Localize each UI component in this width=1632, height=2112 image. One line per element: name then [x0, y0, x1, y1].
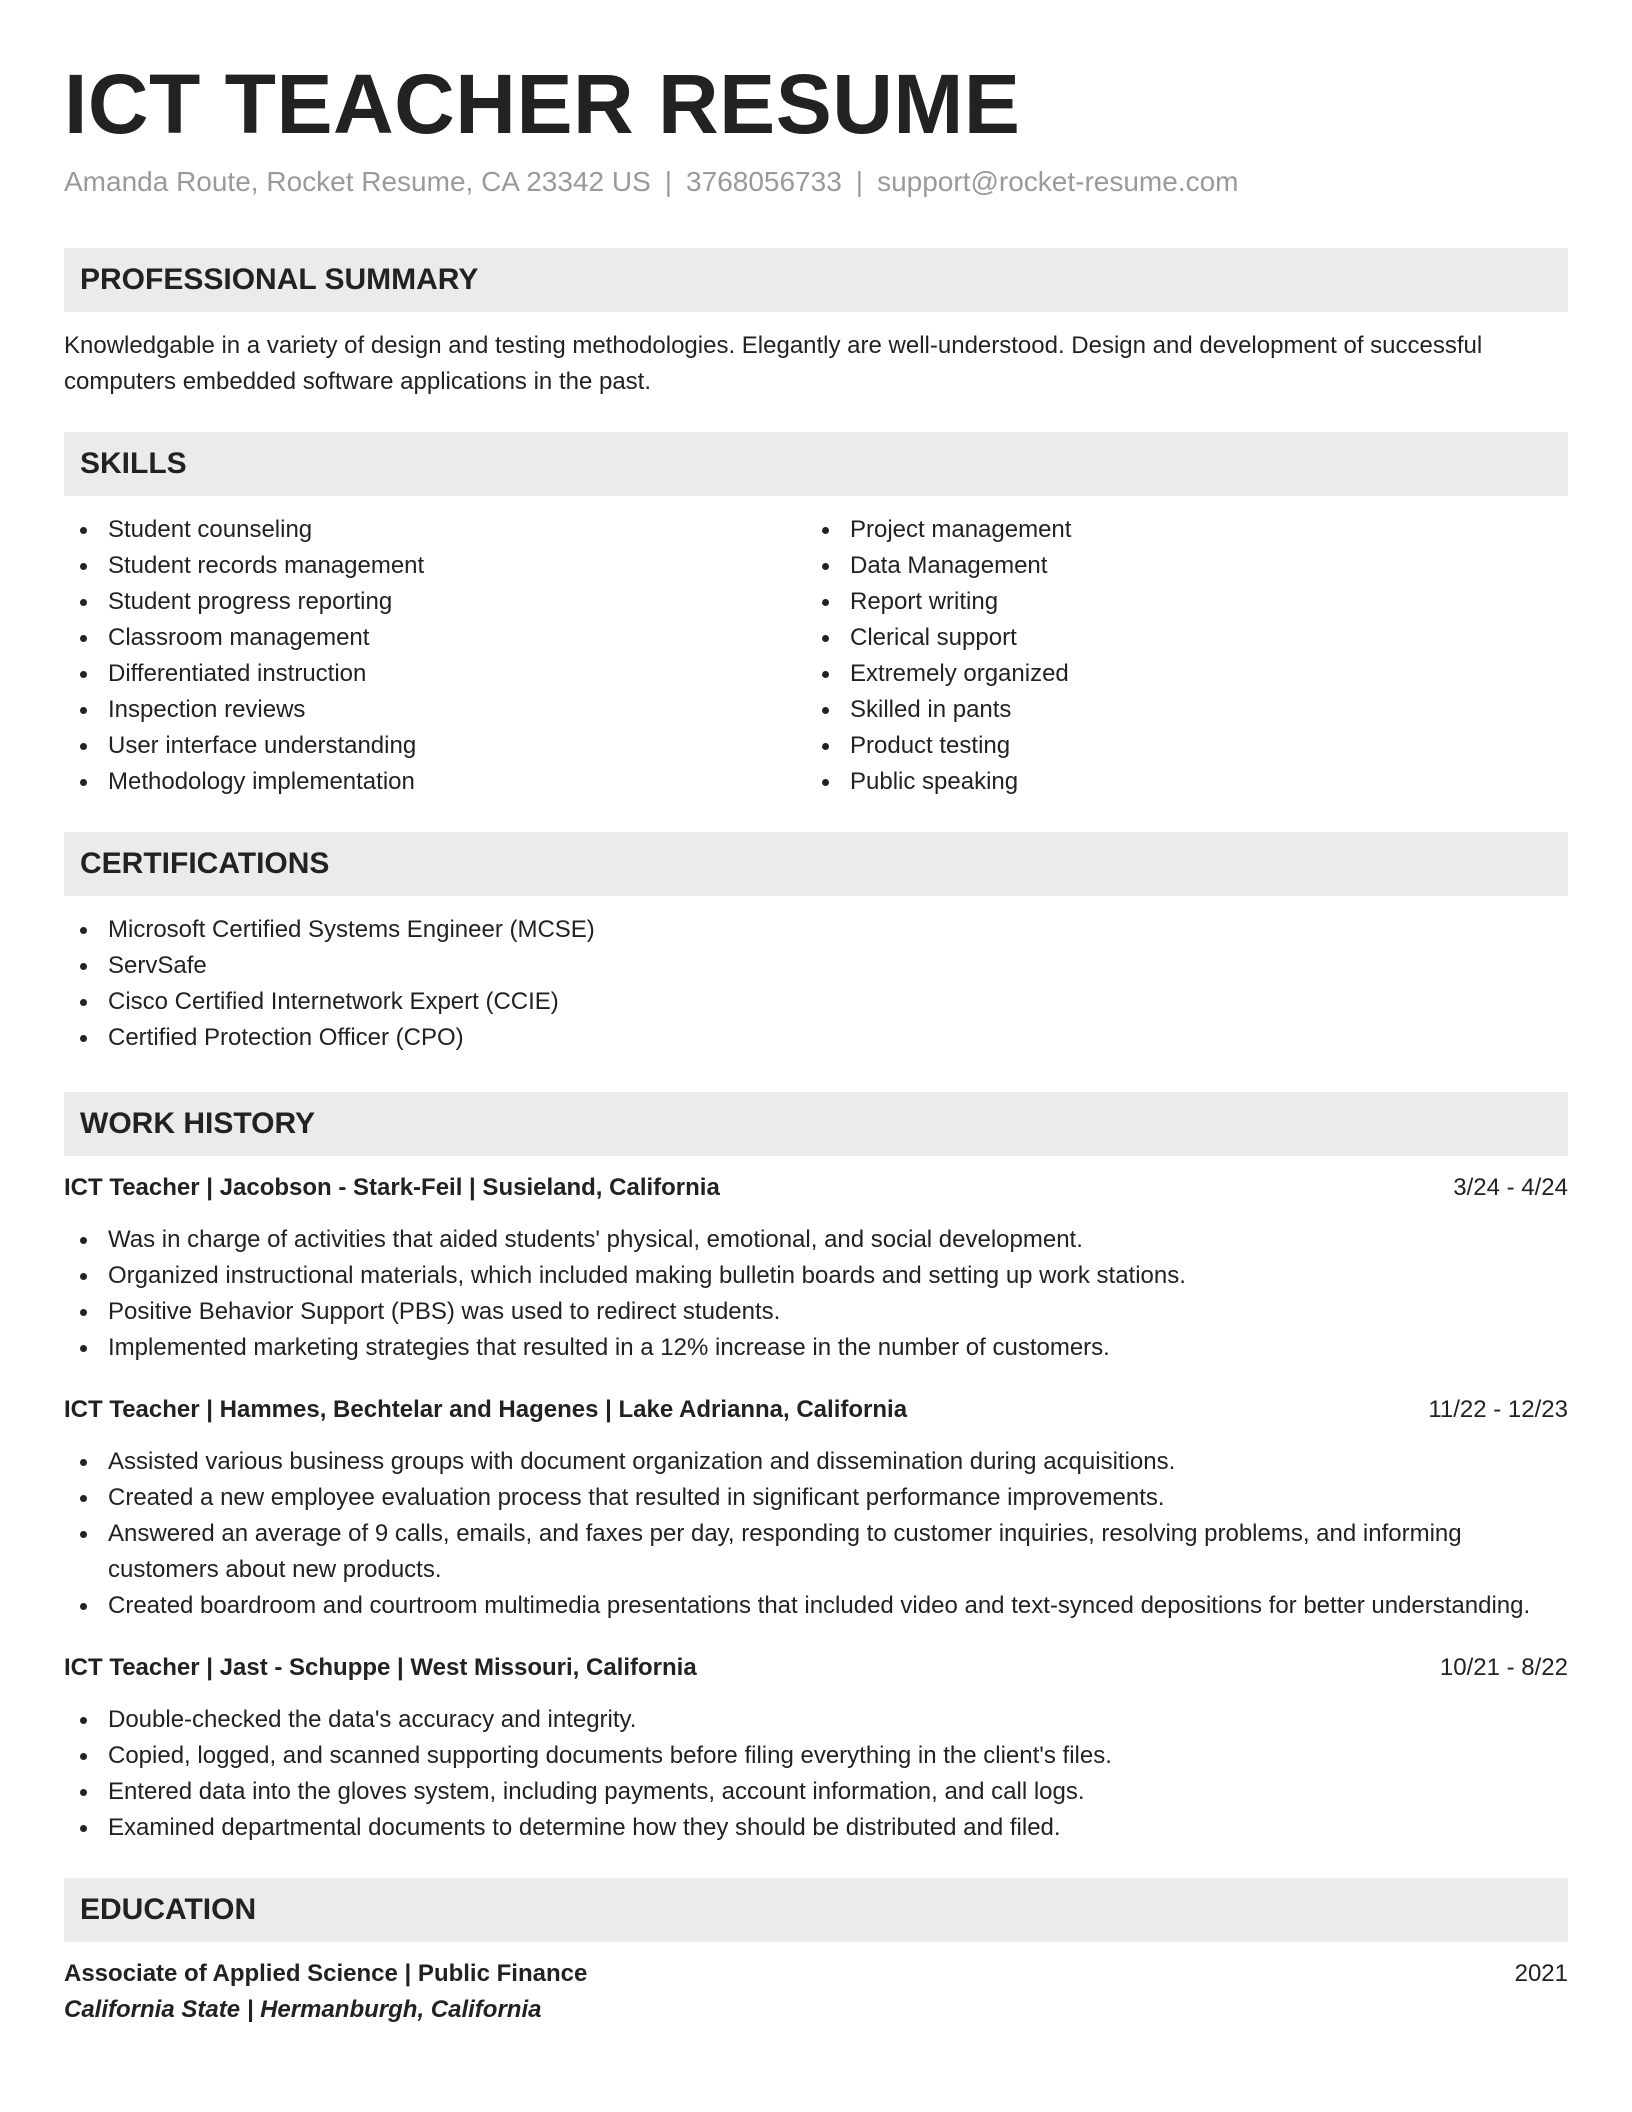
skill-item: Inspection reviews — [64, 692, 806, 728]
job-entry — [64, 1392, 1568, 1624]
job-bullet: Was in charge of activities that aided students' physical, emotional, and social development. — [64, 1222, 1568, 1258]
skill-item: Product testing — [806, 728, 1548, 764]
section-heading-summary: PROFESSIONAL SUMMARY — [64, 248, 1568, 312]
certification-item: ServSafe — [64, 948, 1568, 984]
section-heading-education: EDUCATION — [64, 1878, 1568, 1942]
job-bullet: Entered data into the gloves system, including payments, account information, and call logs. — [64, 1774, 1568, 1810]
skill-item: Differentiated instruction — [64, 656, 806, 692]
skill-item: Methodology implementation — [64, 764, 806, 800]
job-title: ICT Teacher | Jast - Schuppe | West Missouri, California — [64, 1654, 697, 1681]
education-header — [64, 1956, 1568, 1992]
job-entry — [64, 1650, 1568, 1846]
job-dates: 11/22 - 12/23 — [1428, 1396, 1568, 1423]
certification-item: Microsoft Certified Systems Engineer (MCSE) — [64, 912, 1568, 948]
job-bullet: Created a new employee evaluation process that resulted in significant performance improvements. — [64, 1480, 1568, 1516]
skill-item: Skilled in pants — [806, 692, 1548, 728]
contact-phone: 3768056733 — [686, 166, 842, 197]
education-year: 2021 — [1514, 1960, 1568, 1987]
contact-separator: | — [664, 166, 673, 197]
job-bullet: Organized instructional materials, which included making bulletin boards and setting up work stations. — [64, 1258, 1568, 1294]
job-bullet: Examined departmental documents to determine how they should be distributed and filed. — [64, 1810, 1568, 1846]
skill-item: Student progress reporting — [64, 584, 806, 620]
section-heading-certifications: CERTIFICATIONS — [64, 832, 1568, 896]
job-dates: 10/21 - 8/22 — [1439, 1654, 1568, 1681]
skill-item: User interface understanding — [64, 728, 806, 764]
skill-item: Report writing — [806, 584, 1548, 620]
certification-item: Certified Protection Officer (CPO) — [64, 1020, 1568, 1056]
job-entry — [64, 1170, 1568, 1366]
certification-item: Cisco Certified Internetwork Expert (CCIE) — [64, 984, 1568, 1020]
skill-item: Extremely organized — [806, 656, 1548, 692]
education-school: California State | Hermanburgh, California — [64, 1996, 542, 2023]
skill-item: Student records management — [64, 548, 806, 584]
job-header — [64, 1650, 1568, 1686]
job-bullet: Copied, logged, and scanned supporting documents before filing everything in the client's files. — [64, 1738, 1568, 1774]
skill-item: Data Management — [806, 548, 1548, 584]
job-header — [64, 1170, 1568, 1206]
job-dates: 3/24 - 4/24 — [1453, 1174, 1568, 1201]
contact-separator: | — [855, 166, 864, 197]
job-bullets — [64, 1444, 1568, 1624]
contact-line — [64, 164, 1568, 200]
page-title: ICT TEACHER RESUME — [64, 57, 1021, 151]
skill-item: Project management — [806, 512, 1548, 548]
job-bullet: Created boardroom and courtroom multimedia presentations that included video and text-synced depositions for better understanding. — [64, 1588, 1568, 1624]
job-bullet: Positive Behavior Support (PBS) was used to redirect students. — [64, 1294, 1568, 1330]
job-title: ICT Teacher | Hammes, Bechtelar and Hagenes | Lake Adrianna, California — [64, 1396, 908, 1423]
contact-email: support@rocket-resume.com — [877, 166, 1239, 197]
skills-column-right — [806, 512, 1548, 800]
job-bullet: Assisted various business groups with document organization and dissemination during acquisitions. — [64, 1444, 1568, 1480]
skill-item: Clerical support — [806, 620, 1548, 656]
job-bullet: Double-checked the data's accuracy and integrity. — [64, 1702, 1568, 1738]
skills-list — [64, 512, 1568, 800]
section-heading-skills: SKILLS — [64, 432, 1568, 496]
job-header — [64, 1392, 1568, 1428]
skill-item: Classroom management — [64, 620, 806, 656]
skills-column-left — [64, 512, 806, 800]
certifications-list — [64, 912, 1568, 1056]
contact-address: Amanda Route, Rocket Resume, CA 23342 US — [64, 166, 651, 197]
job-bullet: Answered an average of 9 calls, emails, and faxes per day, responding to customer inquiries, resolving problems, and informing customers about new products. — [64, 1516, 1568, 1588]
job-bullets — [64, 1702, 1568, 1846]
summary-text: Knowledgable in a variety of design and testing methodologies. Elegantly are well-understood. Design and development of successful computers embedded software applications in the past. — [64, 332, 1483, 395]
education-degree: Associate of Applied Science | Public Finance — [64, 1960, 588, 1987]
skill-item: Student counseling — [64, 512, 806, 548]
job-bullets — [64, 1222, 1568, 1366]
job-title: ICT Teacher | Jacobson - Stark-Feil | Susieland, California — [64, 1174, 720, 1201]
job-bullet: Implemented marketing strategies that resulted in a 12% increase in the number of customers. — [64, 1330, 1568, 1366]
section-heading-work-history: WORK HISTORY — [64, 1092, 1568, 1156]
skill-item: Public speaking — [806, 764, 1548, 800]
